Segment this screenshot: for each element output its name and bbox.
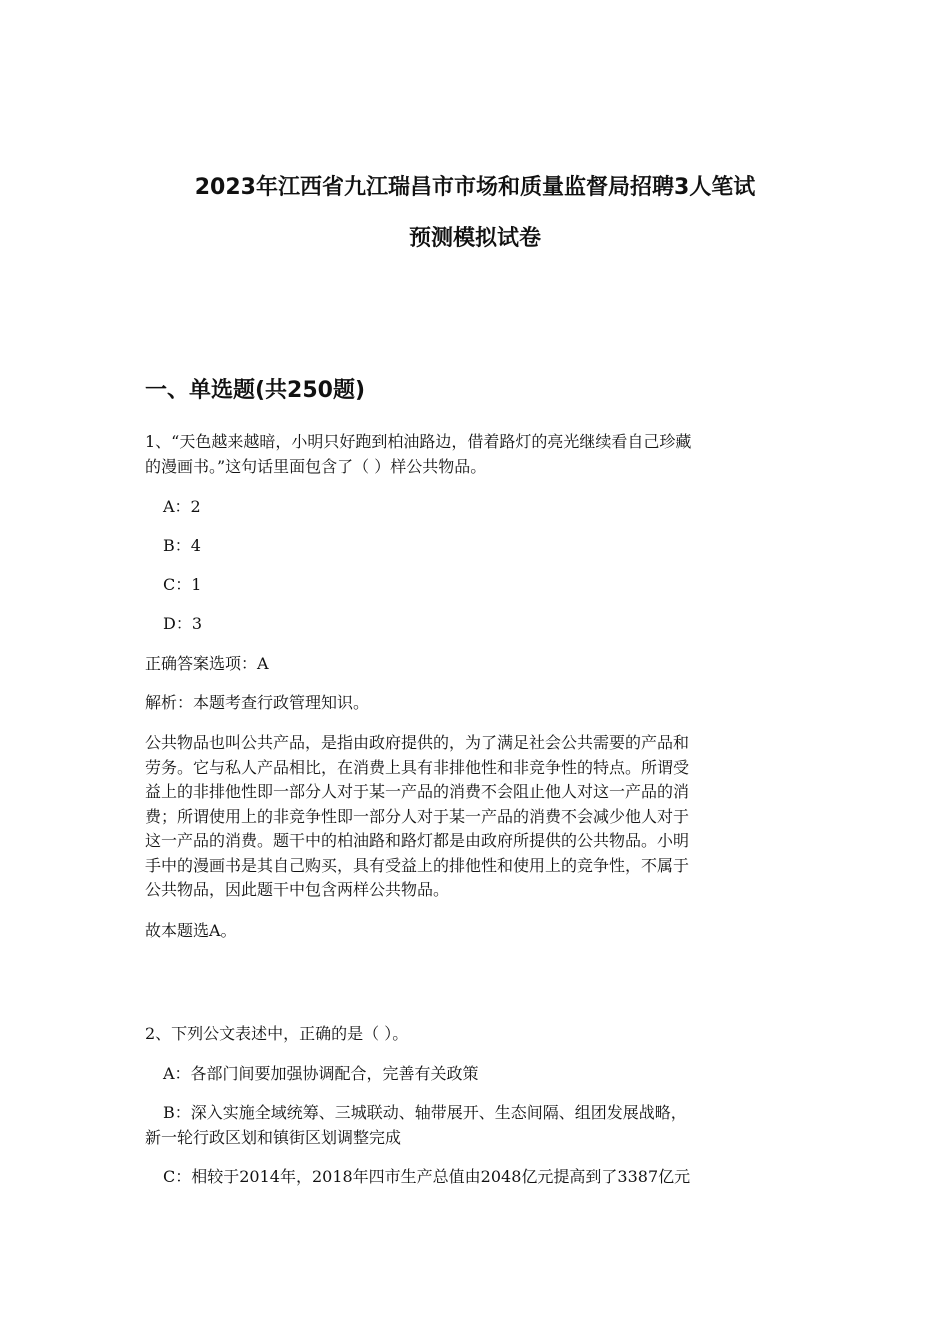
analysis-line: 公共物品，因此题干中包含两样公共物品。: [145, 880, 450, 899]
analysis-line: 手中的漫画书是其自己购买，具有受益上的排他性和使用上的竞争性，不属于: [145, 855, 690, 875]
question-1-answer: 正确答案选项：A: [145, 654, 269, 673]
question-1-analysis-intro: 解析：本题考查行政管理知识。: [145, 693, 370, 712]
question-1-option-a: A：2: [163, 497, 201, 516]
question-1-stem-line: 1、“天色越来越暗，小明只好跑到柏油路边，借着路灯的亮光继续看自己珍藏: [145, 432, 692, 451]
question-1-option-d: D：3: [163, 614, 203, 633]
question-1-stem: [145, 430, 805, 479]
analysis-line: 公共物品也叫公共产品，是指由政府提供的，为了满足社会公共需要的产品和: [145, 733, 690, 752]
question-2-option-b: [145, 1101, 805, 1150]
document-title-line-2: 预测模拟试卷: [408, 226, 541, 251]
document-title-line-1: 2023年江西省九江瑞昌市市场和质量监督局招聘3人笔试: [194, 175, 756, 200]
analysis-line: 费；所谓使用上的非竞争性即一部分人对于某一产品的消费不会减少他人对于: [145, 806, 690, 826]
analysis-line: 益上的非排他性即一部分人对于某一产品的消费不会阻止他人对这一产品的消: [145, 782, 690, 801]
question-2-option-c: C：相较于2014年，2018年四市生产总值由2048亿元提高到了3387亿元: [163, 1167, 691, 1186]
question-1-conclusion: 故本题选A。: [145, 921, 237, 940]
section-heading: 一、单选题(共250题): [145, 378, 366, 403]
option-b-line: 新一轮行政区划和镇街区划调整完成: [145, 1127, 402, 1147]
question-1-analysis: [145, 731, 805, 903]
question-2-option-a: A：各部门间要加强协调配合，完善有关政策: [163, 1064, 479, 1083]
question-1-stem-line: 的漫画书。”这句话里面包含了（ ）样公共物品。: [145, 456, 487, 476]
question-2-stem: 2、下列公文表述中，正确的是（ ）。: [145, 1024, 409, 1043]
question-1-option-c: C：1: [163, 575, 202, 594]
option-b-line: B：深入实施全域统筹、三城联动、轴带展开、生态间隔、组团发展战略，: [163, 1103, 687, 1122]
analysis-line: 这一产品的消费。题干中的柏油路和路灯都是由政府所提供的公共物品。小明: [145, 831, 690, 850]
analysis-line: 劳务。它与私人产品相比，在消费上具有非排他性和非竞争性的特点。所谓受: [145, 757, 690, 777]
question-1-option-b: B：4: [163, 536, 201, 555]
